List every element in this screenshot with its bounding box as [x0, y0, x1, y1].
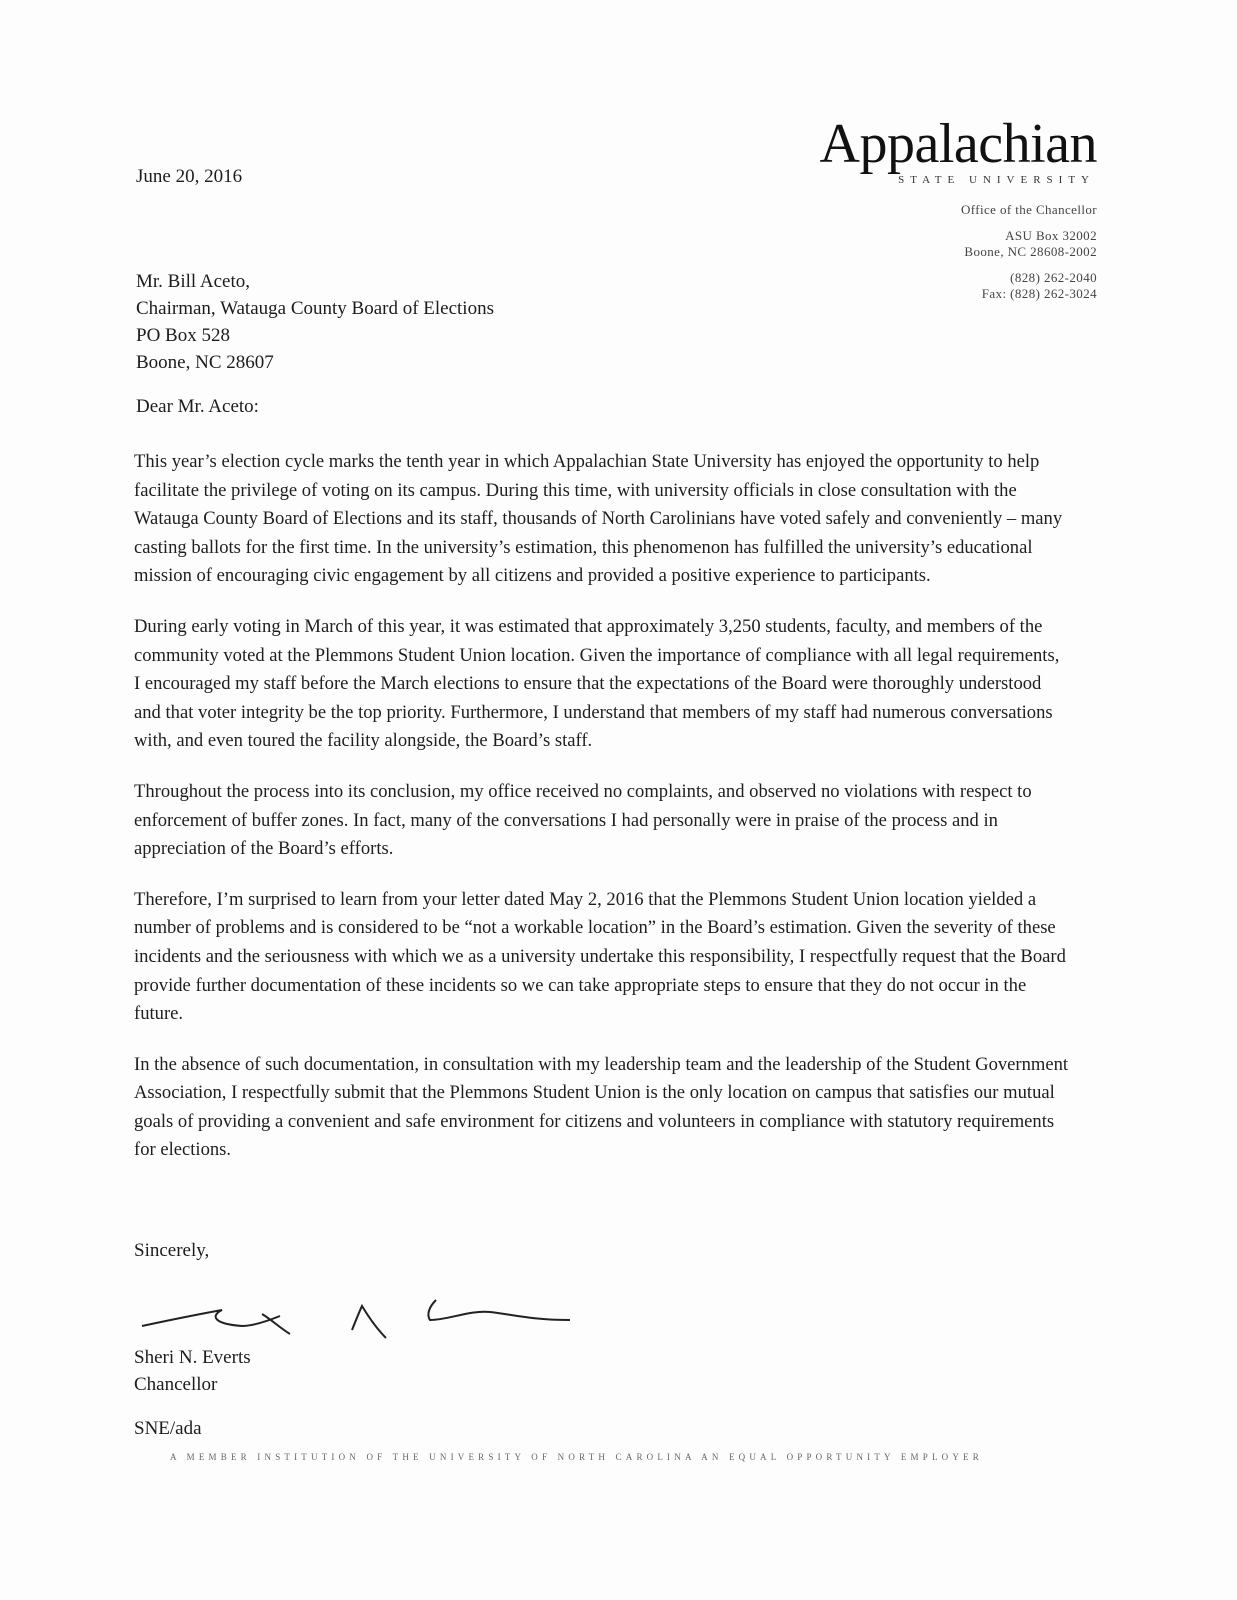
handwritten-signature — [130, 1290, 590, 1350]
recipient-address — [136, 268, 494, 376]
body-paragraph: During early voting in March of this year, it was estimated that approximately 3,250 students, faculty, and members of the community voted at the Plemmons Student Union location. Given the importance of compliance with all legal requirements, I encouraged my staff before the March elections to ensure that the expectations of the Board were thoroughly understood and that voter integrity be the top priority. Furthermore, I understand that members of my staff had numerous conversations with, and even toured the facility alongside, the Board’s staff. — [134, 615, 1060, 752]
office-box: ASU Box 32002 — [1005, 228, 1097, 243]
body-paragraph: This year’s election cycle marks the tenth year in which Appalachian State University has enjoyed the opportunity to help facilitate the privilege of voting on its campus. During this time, with university officials in close consultation with the Watauga County Board of Elections and its staff, thousands of North Carolinians have voted safely and conveniently – many casting ballots for the first time. In the university’s estimation, this phenomenon has fulfilled the university’s educational mission of encouraging civic engagement by all citizens and provided a positive experience to participants. — [134, 451, 1063, 587]
letterhead — [737, 113, 1097, 302]
signer-title: Chancellor — [134, 1374, 218, 1395]
body-paragraph: In the absence of such documentation, in consultation with my leadership team and the leadership of the Student Government Association, I respectfully submit that the Plemmons Student Union is the only location on campus that satisfies our mutual goals of providing a convenient and safe environment for citizens and volunteers in compliance with statutory requirements for elections. — [134, 1053, 1069, 1161]
letter-date: June 20, 2016 — [136, 166, 243, 187]
recipient-name: Mr. Bill Aceto, — [136, 271, 250, 292]
office-name: Office of the Chancellor — [960, 202, 1097, 217]
signer-name: Sheri N. Everts — [134, 1347, 251, 1368]
letter-body — [134, 448, 1069, 1187]
salutation: Dear Mr. Aceto: — [136, 396, 259, 417]
office-city: Boone, NC 28608-2002 — [964, 244, 1097, 259]
signer-block — [134, 1344, 251, 1398]
reference-initials: SNE/ada — [134, 1418, 202, 1439]
recipient-address-line-1: PO Box 528 — [136, 325, 230, 346]
recipient-title: Chairman, Watauga County Board of Elections — [136, 298, 494, 319]
university-logo-subtitle: STATE UNIVERSITY — [898, 174, 1095, 186]
recipient-address-line-2: Boone, NC 28607 — [136, 352, 274, 373]
body-paragraph: Throughout the process into its conclusion, my office received no complaints, and observed no violations with respect to enforcement of buffer zones. In fact, many of the conversations I had personally were in praise of the process and in appreciation of the Board’s efforts. — [134, 780, 1032, 860]
office-contact-block — [737, 202, 1097, 302]
letter-footer: A MEMBER INSTITUTION OF THE UNIVERSITY OF NORTH CAROLINA AN EQUAL OPPORTUNITY EMPLOYER — [170, 1452, 983, 1462]
office-phone: (828) 262-2040 — [1010, 270, 1097, 285]
body-paragraph: Therefore, I’m surprised to learn from your letter dated May 2, 2016 that the Plemmons Student Union location yielded a number of problems and is considered to be “not a workable location” in the Board’s estimation. Given the severity of these incidents and the seriousness with which we as a university undertake this responsibility, I respectfully request that the Board provide further documentation of these incidents so we can take appropriate steps to ensure that they do not occur in the future. — [134, 888, 1066, 1025]
university-logo-wordmark: Appalachian — [819, 113, 1097, 175]
closing: Sincerely, — [134, 1240, 210, 1261]
office-fax: Fax: (828) 262-3024 — [981, 286, 1097, 301]
